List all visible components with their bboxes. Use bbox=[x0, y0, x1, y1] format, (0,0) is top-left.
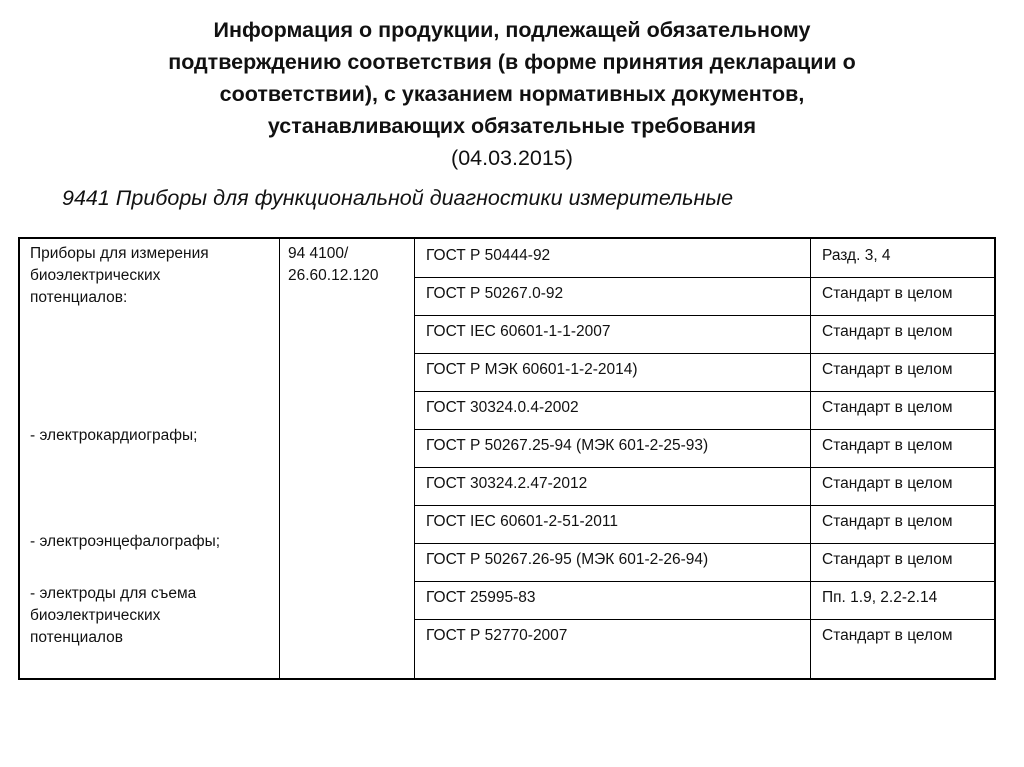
row-divider bbox=[414, 619, 994, 620]
row-divider bbox=[414, 543, 994, 544]
scope-cell: Пп. 1.9, 2.2-2.14 bbox=[822, 589, 938, 606]
column-divider bbox=[279, 239, 280, 678]
scope-cell: Стандарт в целом bbox=[822, 399, 953, 416]
row-divider bbox=[414, 391, 994, 392]
scope-cell: Стандарт в целом bbox=[822, 323, 953, 340]
row-divider bbox=[414, 467, 994, 468]
title-line-3: соответствии), с указанием нормативных документов, bbox=[219, 82, 805, 106]
title-line-4: устанавливающих обязательные требования bbox=[267, 114, 757, 138]
standard-cell: ГОСТ IEC 60601-2-51-2011 bbox=[426, 513, 618, 530]
standard-cell: ГОСТ Р 50267.25-94 (МЭК 601-2-25-93) bbox=[426, 437, 709, 454]
scope-cell: Стандарт в целом bbox=[822, 627, 953, 644]
row-divider bbox=[414, 505, 994, 506]
row-divider bbox=[414, 581, 994, 582]
standards-table bbox=[18, 237, 996, 680]
scope-cell: Стандарт в целом bbox=[822, 437, 953, 454]
product-codes: 94 4100/ 26.60.12.120 bbox=[288, 245, 379, 284]
scope-cell: Стандарт в целом bbox=[822, 513, 953, 530]
scope-cell: Стандарт в целом bbox=[822, 475, 953, 492]
row-divider bbox=[414, 277, 994, 278]
product-item-eeg: - электроэнцефалографы; bbox=[30, 533, 221, 550]
title-date: (04.03.2015) bbox=[451, 146, 573, 170]
standard-cell: ГОСТ 30324.0.4-2002 bbox=[426, 399, 579, 416]
scope-cell: Стандарт в целом bbox=[822, 361, 953, 378]
scope-cell: Стандарт в целом bbox=[822, 551, 953, 568]
standard-cell: ГОСТ Р 50267.0-92 bbox=[426, 285, 564, 302]
title-line-1: Информация о продукции, подлежащей обязательному bbox=[213, 18, 811, 42]
product-item-ecg: - электрокардиографы; bbox=[30, 427, 198, 444]
row-divider bbox=[414, 315, 994, 316]
standard-cell: ГОСТ Р МЭК 60601-1-2-2014) bbox=[426, 361, 638, 378]
title-line-2: подтверждению соответствия (в форме принятия декларации о bbox=[168, 50, 856, 74]
row-divider bbox=[414, 429, 994, 430]
standard-cell: ГОСТ 30324.2.47-2012 bbox=[426, 475, 588, 492]
product-item-electrodes: - электроды для съема биоэлектрических потенциалов bbox=[30, 585, 197, 646]
standard-cell: ГОСТ Р 50267.26-95 (МЭК 601-2-26-94) bbox=[426, 551, 709, 568]
standard-cell: ГОСТ Р 52770-2007 bbox=[426, 627, 568, 644]
column-divider bbox=[810, 239, 811, 678]
column-divider bbox=[414, 239, 415, 678]
row-divider bbox=[414, 353, 994, 354]
product-group-subtitle: 9441 Приборы для функциональной диагностики измерительные bbox=[62, 186, 734, 210]
document-title bbox=[60, 14, 964, 174]
product-heading: Приборы для измерения биоэлектрических потенциалов: bbox=[30, 245, 209, 306]
scope-cell: Разд. 3, 4 bbox=[822, 247, 891, 264]
standard-cell: ГОСТ Р 50444-92 bbox=[426, 247, 551, 264]
scope-cell: Стандарт в целом bbox=[822, 285, 953, 302]
standard-cell: ГОСТ 25995-83 bbox=[426, 589, 536, 606]
standard-cell: ГОСТ IEC 60601-1-1-2007 bbox=[426, 323, 611, 340]
